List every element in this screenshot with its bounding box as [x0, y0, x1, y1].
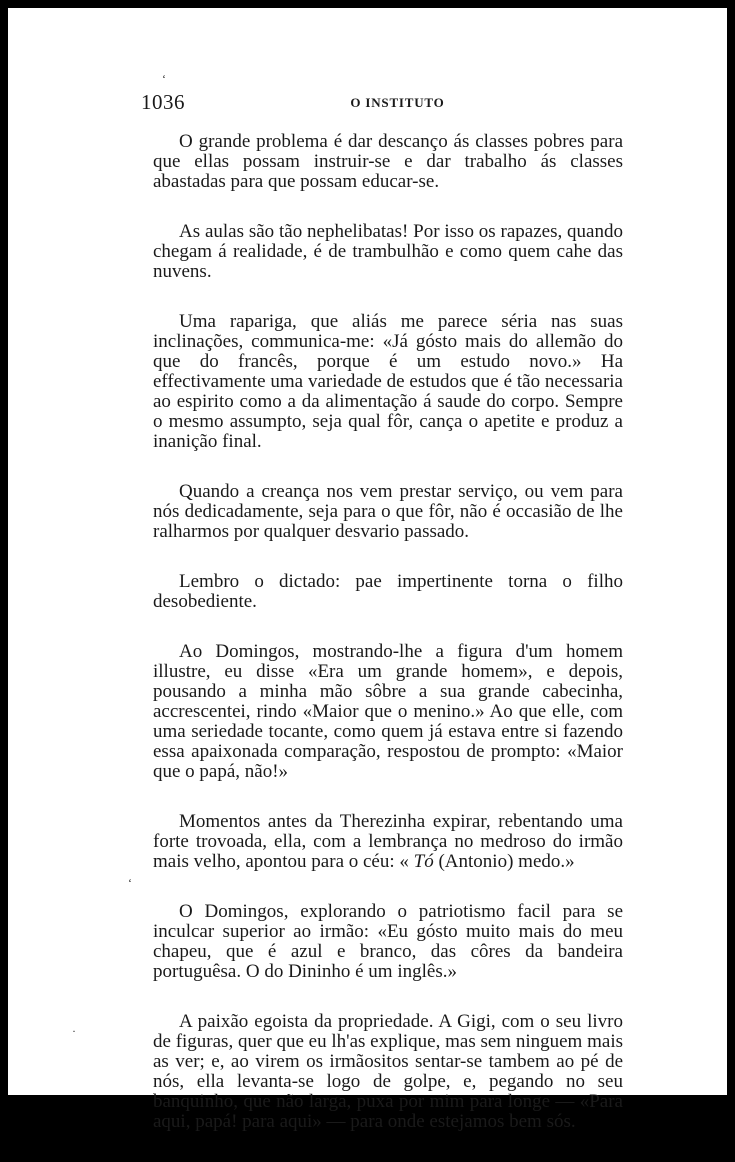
paragraph: Lembro o dictado: pae impertinente torna o filho desobediente. — [153, 571, 623, 612]
page-header — [141, 90, 598, 118]
italic-name: Tó — [413, 851, 434, 872]
paragraph — [153, 812, 623, 872]
paragraph: Uma rapariga, que aliás me parece séria nas suas inclinações, communica-me: «Já gósto mais do allemão do que do francês, porque é um estudo novo.» Ha effectivamente uma variedade de estudos que é tão necessaria ao espirito como a da alimentação á saude do corpo. Sempre o mesmo assumpto, seja qual fôr, cança o apetite e produz a inanição final. — [153, 311, 623, 452]
paragraph-text: (Antonio) medo.» — [433, 851, 575, 872]
page-number: 1036 — [141, 90, 185, 114]
body-text — [153, 132, 623, 1162]
paragraph: As aulas são tão nephelibatas! Por isso os rapazes, quando chegam á realidade, é de trambulhão e como quem cahe das nuvens. — [153, 221, 623, 282]
book-page — [8, 8, 727, 1132]
stray-mark: · — [72, 1024, 76, 1038]
stray-mark: ‘ — [128, 876, 132, 890]
paragraph: Ao Domingos, mostrando-lhe a figura d'um homem illustre, eu disse «Era um grande homem», e depois, pousando a minha mão sôbre a sua grande cabecinha, accrescentei, rindo «Maior que o menino.» Ao que elle, com uma seriedade tocante, como quem já estava entre si fazendo essa apaixonada comparação, respostou de prompto: «Maior que o papá, não!» — [153, 641, 623, 782]
paragraph: O grande problema é dar descanço ás classes pobres para que ellas possam instruir-se e dar trabalho ás classes abastadas para que possam educar-se. — [153, 131, 623, 192]
stray-mark: ‘ — [162, 72, 166, 86]
paragraph: Quando a creança nos vem prestar serviço, ou vem para nós dedicadamente, seja para o que fôr, não é occasião de lhe ralharmos por qualquer desvario passado. — [153, 481, 623, 542]
paragraph: O Domingos, explorando o patriotismo facil para se inculcar superior ao irmão: «Eu gósto muito mais do meu chapeu, que é azul e branco, das côres da bandeira portuguêsa. O do Dininho é um inglês.» — [153, 901, 623, 982]
paragraph-text: Momentos antes da Therezinha expirar, rebentando uma forte trovoada, ella, com a lembrança no medroso do irmão mais velho, apontou para o céu: « — [153, 811, 623, 872]
running-title: O INSTITUTO — [350, 95, 445, 110]
paragraph: A paixão egoista da propriedade. A Gigi, com o seu livro de figuras, quer que eu lh'as explique, mas sem ninguem mais as ver; e, ao virem os irmãositos sentar-se tambem ao pé de nós, ella levanta-se logo de golpe, e, pegando no seu banquinho, que não larga, puxa por mim para longe — «Para aqui, papá! para aqui» — para onde estejamos bem sós. — [153, 1011, 623, 1132]
